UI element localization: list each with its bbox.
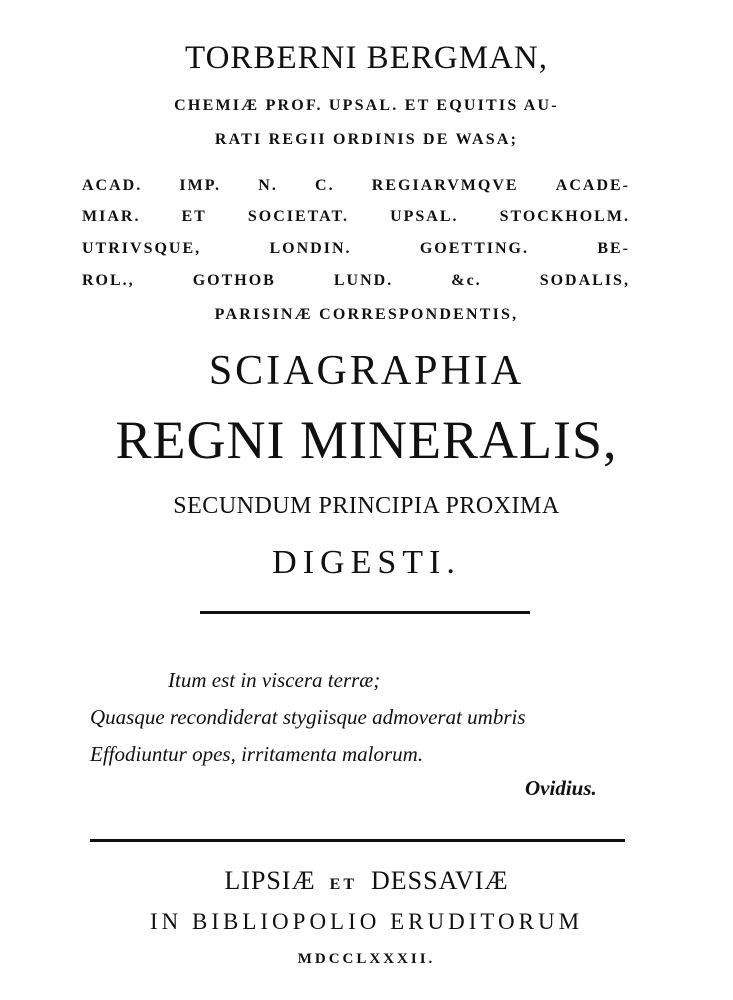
author-name: TORBERNI BERGMAN, <box>185 40 548 76</box>
epigraph-line-2: Quasque recondiderat stygiisque admoverat umbris <box>90 705 526 729</box>
credentials-word: UPSAL. <box>390 208 459 225</box>
credentials-word: STOCKHOLM. <box>499 208 630 225</box>
imprint-city-2: DESSAVIÆ <box>371 866 509 895</box>
imprint-cities <box>0 868 733 894</box>
imprint-conjunction: ET <box>329 876 358 893</box>
credentials-line-1: CHEMIÆ PROF. UPSAL. ET EQUITIS AU- <box>174 97 559 114</box>
credentials-word: N. <box>258 177 278 194</box>
credentials-line-5 <box>82 241 630 257</box>
divider-rule <box>90 839 625 842</box>
credentials-word: IMP. <box>179 177 222 194</box>
credentials-word: ET <box>181 208 207 225</box>
credentials-word: UTRIVSQUE, <box>82 240 202 257</box>
credentials-word: &c. <box>451 272 482 289</box>
credentials-word: REGIARVMQVE <box>371 177 519 194</box>
credentials-word: C. <box>315 177 335 194</box>
credentials-line-7: PARISINÆ CORRESPONDENTIS, <box>214 306 519 323</box>
epigraph-attribution: Ovidius. <box>525 776 597 800</box>
imprint-city-1: LIPSIÆ <box>224 866 316 895</box>
digesti: DIGESTI. <box>272 544 461 581</box>
credentials-word: GOTHOB <box>192 272 276 289</box>
credentials-word: GOETTING. <box>419 240 529 257</box>
credentials-line-4 <box>82 209 630 225</box>
epigraph-line-3: Effodiuntur opes, irritamenta malorum. <box>90 742 424 766</box>
epigraph-line-1: Itum est in viscera terræ; <box>168 668 381 692</box>
imprint-year: MDCCLXXXII. <box>297 951 436 967</box>
credentials-word: ACAD. <box>82 177 143 194</box>
credentials-line-6 <box>82 273 630 289</box>
credentials-line-3 <box>82 178 630 194</box>
credentials-line-2: RATI REGII ORDINIS DE WASA; <box>214 131 519 148</box>
subtitle: SECUNDUM PRINCIPIA PROXIMA <box>173 493 560 519</box>
divider-rule <box>200 611 530 614</box>
credentials-word: ROL., <box>82 272 135 289</box>
credentials-word: BE- <box>597 240 630 257</box>
credentials-word: LUND. <box>333 272 394 289</box>
title-line-1: SCIAGRAPHIA <box>208 348 525 394</box>
credentials-word: LONDIN. <box>269 240 352 257</box>
title-line-2: REGNI MINERALIS, <box>115 410 618 470</box>
credentials-word: SOCIETAT. <box>247 208 350 225</box>
credentials-word: SODALIS, <box>539 272 630 289</box>
imprint-publisher: IN BIBLIOPOLIO ERUDITORUM <box>149 909 584 934</box>
credentials-word: ACADE- <box>555 177 630 194</box>
credentials-word: MIAR. <box>82 208 141 225</box>
